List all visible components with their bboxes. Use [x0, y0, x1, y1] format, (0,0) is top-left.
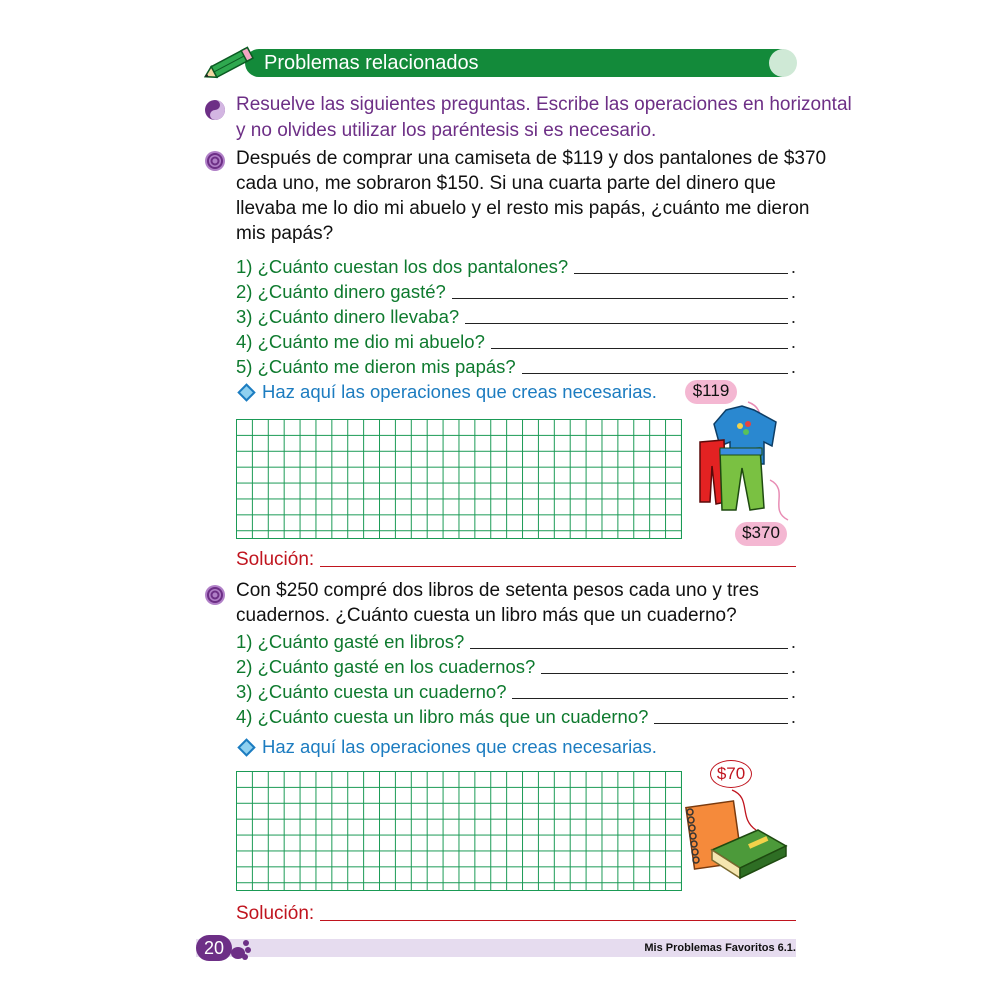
- paw-icon: [228, 934, 252, 962]
- question-text: 3) ¿Cuánto dinero llevaba?: [236, 306, 460, 327]
- spiral-bullet-icon: [204, 99, 226, 121]
- clothes-illustration: [690, 380, 796, 546]
- answer-blank[interactable]: [470, 648, 788, 649]
- spiral-bullet-icon: [204, 584, 226, 606]
- hint-text: Haz aquí las operaciones que creas necesarias.: [262, 736, 657, 757]
- answer-blank[interactable]: [654, 723, 787, 724]
- problem-2-line: cuadernos. ¿Cuánto cuesta un libro más que un cuaderno?: [236, 605, 737, 626]
- diamond-bullet-icon: [237, 383, 255, 401]
- question-row: 5) ¿Cuánto me dieron mis papás? .: [236, 356, 796, 377]
- answer-blank[interactable]: [452, 298, 788, 299]
- solution-label: Solución:: [236, 903, 315, 924]
- header-bar-end: [769, 49, 797, 77]
- hint-line: [236, 736, 657, 758]
- page-title: Problemas relacionados: [264, 52, 479, 74]
- solution-blank[interactable]: [320, 920, 796, 921]
- question-row: 3) ¿Cuánto dinero llevaba? .: [236, 306, 796, 327]
- question-text: 4) ¿Cuánto cuesta un libro más que un cuaderno?: [236, 706, 649, 727]
- question-row: 1) ¿Cuánto gasté en libros? .: [236, 631, 796, 652]
- problem-2-line: Con $250 compré dos libros de setenta pesos cada uno y tres: [236, 580, 759, 601]
- price-tag-book: $70: [710, 760, 752, 788]
- question-text: 5) ¿Cuánto me dieron mis papás?: [236, 356, 516, 377]
- diamond-bullet-icon: [237, 738, 255, 756]
- question-text: 4) ¿Cuánto me dio mi abuelo?: [236, 331, 485, 352]
- answer-blank[interactable]: [465, 323, 788, 324]
- solution-line: [236, 545, 796, 571]
- question-text: 1) ¿Cuánto gasté en libros?: [236, 631, 465, 652]
- question-text: 2) ¿Cuánto dinero gasté?: [236, 281, 446, 302]
- problem-2-text: [236, 578, 796, 628]
- answer-blank[interactable]: [541, 673, 788, 674]
- instructions-line-2: y no olvides utilizar los paréntesis si es necesario.: [236, 120, 657, 141]
- answer-blank[interactable]: [522, 373, 788, 374]
- problem-1-questions: [236, 254, 796, 379]
- question-row: 2) ¿Cuánto dinero gasté? .: [236, 281, 796, 302]
- problem-1-line: llevaba me lo dio mi abuelo y el resto mis papás, ¿cuánto me dieron: [236, 198, 810, 219]
- pencil-icon: [200, 44, 258, 84]
- question-row: 4) ¿Cuánto me dio mi abuelo? .: [236, 331, 796, 352]
- question-row: 1) ¿Cuánto cuestan los dos pantalones? .: [236, 256, 796, 277]
- hint-text: Haz aquí las operaciones que creas necesarias.: [262, 381, 657, 402]
- problem-1-line: Después de comprar una camiseta de $119 y dos pantalones de $370: [236, 148, 827, 169]
- work-grid[interactable]: [236, 419, 682, 539]
- page-number: 20: [196, 935, 232, 961]
- question-text: 2) ¿Cuánto gasté en los cuadernos?: [236, 656, 536, 677]
- spiral-bullet-icon: [204, 150, 226, 172]
- instructions-line-1: Resuelve las siguientes preguntas. Escribe las operaciones en horizontal: [236, 94, 852, 115]
- question-row: 2) ¿Cuánto gasté en los cuadernos? .: [236, 656, 796, 677]
- question-text: 3) ¿Cuánto cuesta un cuaderno?: [236, 681, 507, 702]
- book-title: Mis Problemas Favoritos 6.1.: [644, 942, 796, 954]
- price-tag-pants: $370: [735, 522, 787, 546]
- problem-1-line: cada uno, me sobraron $150. Si una cuarta parte del dinero que: [236, 173, 776, 194]
- problem-1-line: mis papás?: [236, 223, 334, 244]
- answer-blank[interactable]: [574, 273, 788, 274]
- price-tag-shirt: $119: [685, 380, 737, 404]
- question-text: 1) ¿Cuánto cuestan los dos pantalones?: [236, 256, 569, 277]
- answer-blank[interactable]: [512, 698, 787, 699]
- question-row: 3) ¿Cuánto cuesta un cuaderno? .: [236, 681, 796, 702]
- hint-line: [236, 381, 657, 403]
- problem-2-questions: [236, 629, 796, 729]
- solution-line: [236, 899, 796, 925]
- work-grid[interactable]: [236, 771, 682, 891]
- solution-label: Solución:: [236, 549, 315, 570]
- problem-1-text: [236, 146, 827, 246]
- question-row: 4) ¿Cuánto cuesta un libro más que un cuaderno? .: [236, 706, 796, 727]
- answer-blank[interactable]: [491, 348, 788, 349]
- solution-blank[interactable]: [320, 566, 796, 567]
